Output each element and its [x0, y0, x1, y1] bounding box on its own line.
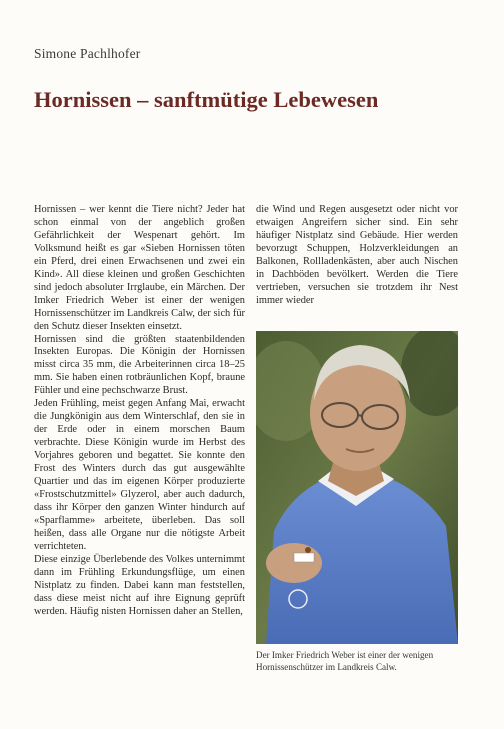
paragraph: die Wind und Regen ausgesetzt oder nicht vor etwaigen Angreifern sicher sind. Ein sehr häufiger Nistplatz sind Gebäude. Hier werden bevorzugt Schuppen, Holzverkleidungen an Balkonen, Rollladenkästen, aber auch Nischen in Dachböden bevölkert. Werden die Tiere vertrieben, versuchen sie trotzdem ihr Nest immer wieder [256, 204, 458, 306]
right-column [256, 204, 458, 308]
paragraph: Hornissen sind die größten staatenbildenden Insekten Europas. Die Königin der Hornissen misst circa 35 mm, die Arbeiterinnen circa 18–25 mm. Sie haben einen rotbräunlichen Kopf, braune Fühler und eine pechschwarze Brust. [34, 333, 245, 397]
article-title: Hornissen – sanftmütige Lebewesen [34, 87, 379, 112]
left-column [34, 204, 245, 619]
author-name: Simone Pachlhofer [34, 46, 141, 61]
photo-caption: Der Imker Friedrich Weber ist einer der wenigen Hornissenschützer im Landkreis Calw. [256, 650, 434, 672]
paragraph: Jeden Frühling, meist gegen Anfang Mai, erwacht die Jungkönigin aus dem Winterschlaf, den sie in der Erde oder in einem morschen Baum verbrachte. Diese Königin wurde im Herbst des Vorjahres geboren und begattet. Sie konnte den Frost des Winters durch das gut ausgewählte Quartier und das im eigenen Körper produzierte «Frostschutzmittel» Glyzerol, aber auch dadurch, dass ihr Körper den ganzen Winter hindurch auf «Sparflamme» arbeitete, überleben. Das soll heißen, dass alle Organe nur die nötigste Arbeit verrichteten. [34, 398, 245, 552]
beekeeper-photo [256, 331, 458, 644]
paragraph: Hornissen – wer kennt die Tiere nicht? Jeder hat schon einmal von der angeblich großen Gefährlichkeit der Wespenart gehört. Im Volksmund heißt es gar «Sieben Hornissen töten ein Pferd, drei einen Erwachsenen und zwei ein Kind». All diese kleinen und großen Geschichten sind jedoch absoluter Irrglaube, ein Märchen. Der Imker Friedrich Weber ist einer der wenigen Hornissenschützer im Landkreis Calw, der sich für den Schutz dieser Insekten einsetzt. [34, 204, 245, 332]
paragraph: Diese einzige Überlebende des Volkes unternimmt dann im Frühling Erkundungsflüge, um einen Nistplatz zu finden. Dabei kann man feststellen, dass diese meist nicht auf ihre Eignung geprüft werden. Häufig nisten Hornissen daher an Stellen, [34, 553, 245, 617]
